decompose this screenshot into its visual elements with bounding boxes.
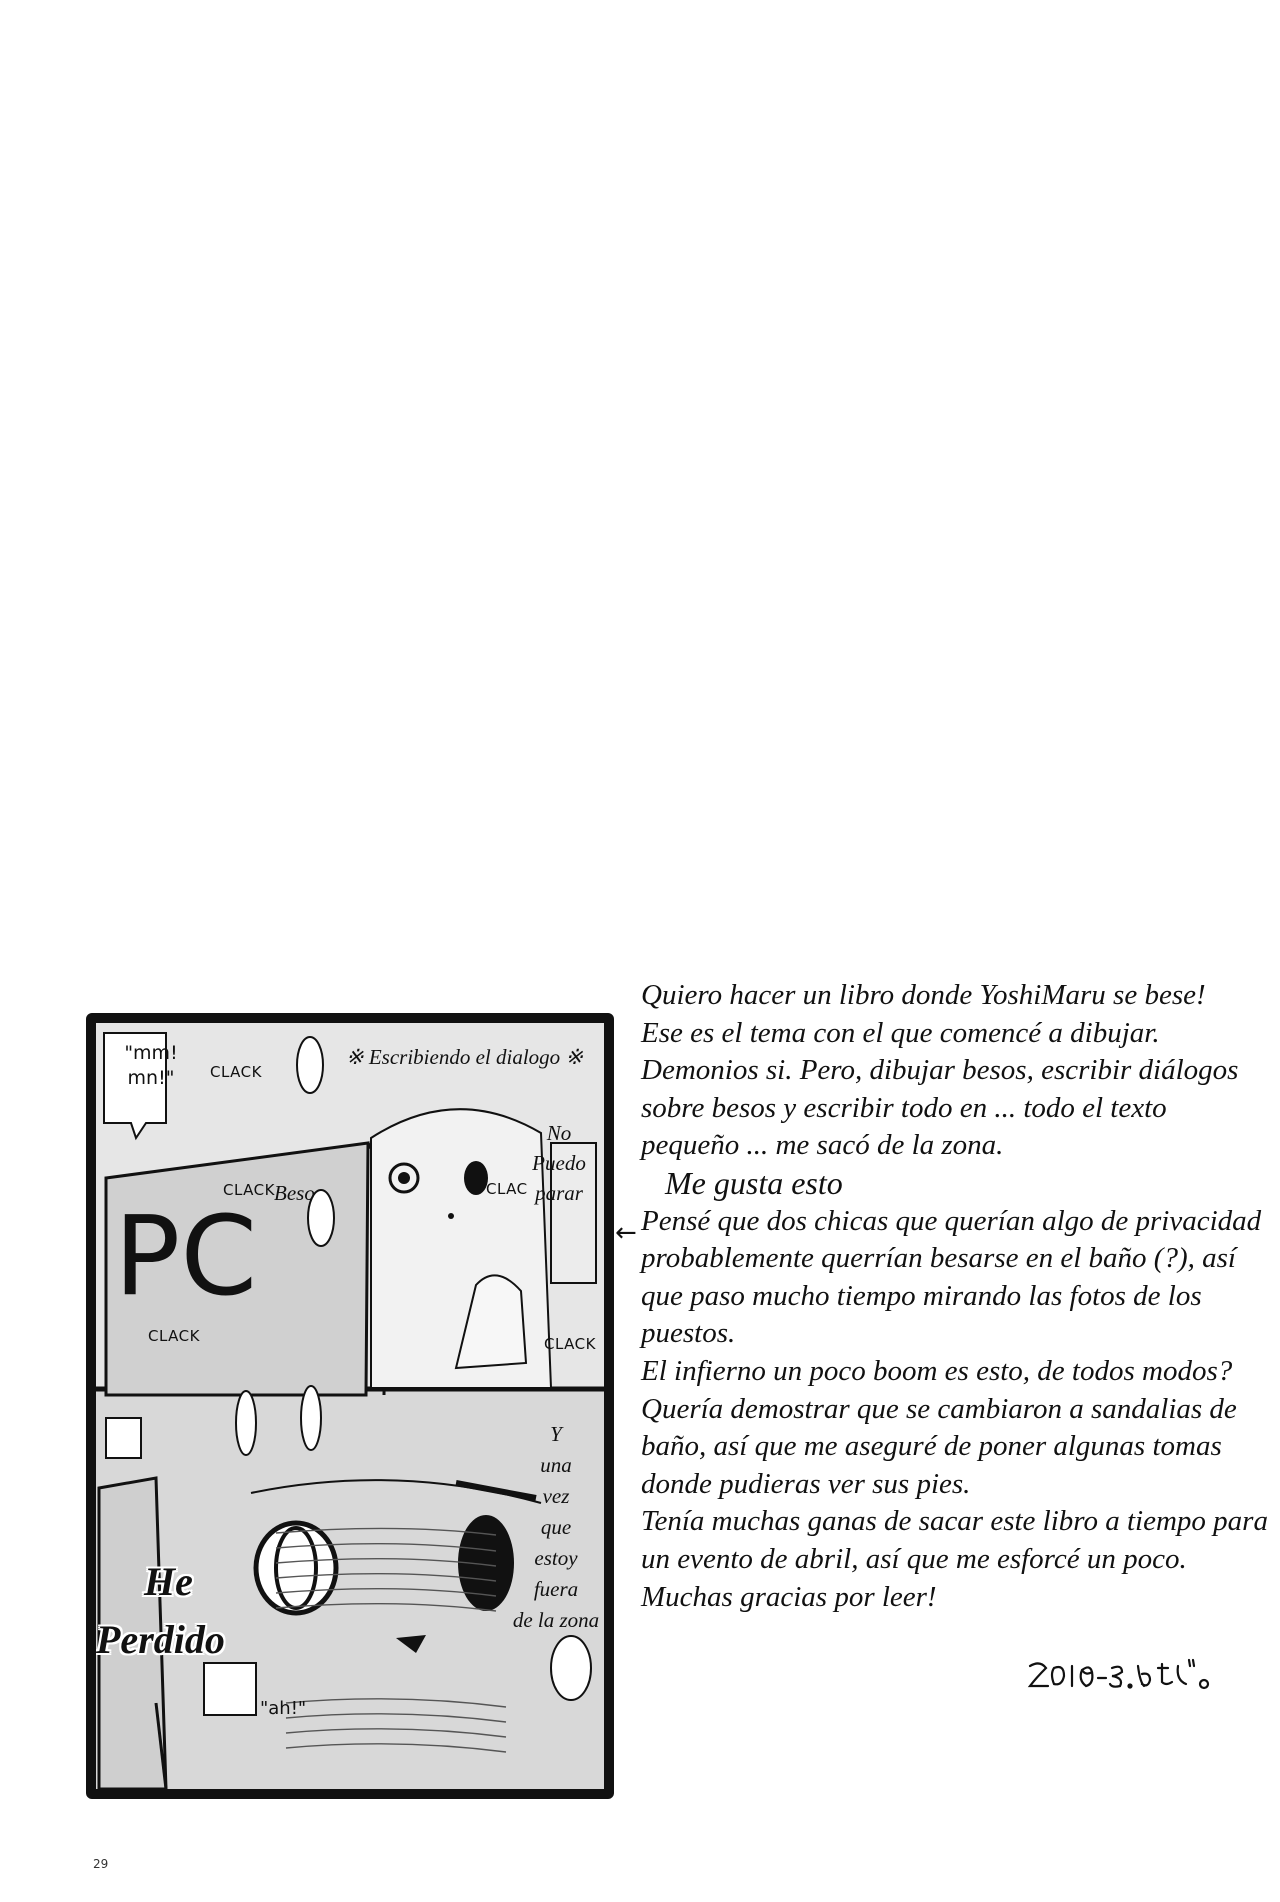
afterword-line: Quiero hacer un libro donde YoshiMaru se bese!: [641, 979, 1206, 1011]
lost-label-line-2: Perdido: [96, 1617, 225, 1662]
bottom-bubble-text: "ah!": [260, 1698, 307, 1719]
side-note-2-line: estoy: [534, 1546, 578, 1570]
afterword-paragraph: Tenía muchas ganas de sacar este libro a tiempo para un evento de abril, así que me esforcé un poco.: [641, 1505, 1268, 1575]
sfx-clack-4: CLAC: [486, 1180, 528, 1198]
side-note-fuera-de-la-zona: [506, 1419, 606, 1636]
afterword-line: Demonios si. Pero, dibujar besos, escribir diálogos sobre besos y escribir todo en ... todo el texto pequeño ... me sacó de la zona.: [641, 1054, 1239, 1162]
afterword-highlight: Me gusta esto: [665, 1164, 843, 1201]
kiss-label: Beso: [274, 1181, 315, 1205]
handwritten-signature: [1026, 1656, 1216, 1696]
side-note-2-line: de la zona: [512, 1608, 600, 1632]
side-note-2-line: fuera: [533, 1577, 579, 1601]
side-note-1-line: parar: [535, 1181, 583, 1205]
sfx-clack-3: CLACK: [148, 1327, 200, 1345]
side-note-1-line: Puedo: [532, 1151, 586, 1175]
sfx-clack-5: CLACK: [544, 1335, 596, 1353]
afterword-paragraph: Pensé que dos chicas que querían algo de privacidad probablemente querrían besarse en el baño (?), así que paso mucho tiempo mirando las fotos de los puestos.: [641, 1204, 1262, 1350]
side-note-2-line: que: [540, 1515, 572, 1539]
side-note-2-line: vez: [542, 1484, 570, 1508]
page-number: 29: [93, 1857, 109, 1871]
sfx-clack-2: CLACK: [223, 1181, 275, 1199]
afterword-paragraph: Quería demostrar que se cambiaron a sandalias de baño, así que me aseguré de poner algunas tomas donde pudieras ver sus pies.: [641, 1392, 1237, 1500]
afterword-paragraph: Muchas gracias por leer!: [641, 1580, 937, 1613]
sfx-clack: CLACK: [210, 1063, 262, 1081]
comic-panel: [86, 1013, 614, 1799]
lost-label-line-1: He: [144, 1559, 193, 1604]
afterword-paragraph: El infierno un poco boom es esto, de todos modos?: [641, 1354, 1233, 1387]
header-note: ※ Escribiendo el dialogo ※: [346, 1045, 583, 1069]
side-note-2-line: Y: [550, 1422, 562, 1446]
side-note-1-line: No: [546, 1121, 572, 1145]
side-note-no-puedo-parar: [514, 1118, 604, 1208]
arrow-icon: ←: [615, 1218, 637, 1248]
pc-label: PC: [114, 1192, 258, 1320]
afterword-line: Ese es el tema con el que comencé a dibujar.: [641, 1016, 1160, 1049]
afterword-text: [641, 977, 1271, 1616]
side-note-2-line: una: [540, 1453, 572, 1477]
top-left-bubble-text: "mm! mn!": [124, 1042, 178, 1089]
